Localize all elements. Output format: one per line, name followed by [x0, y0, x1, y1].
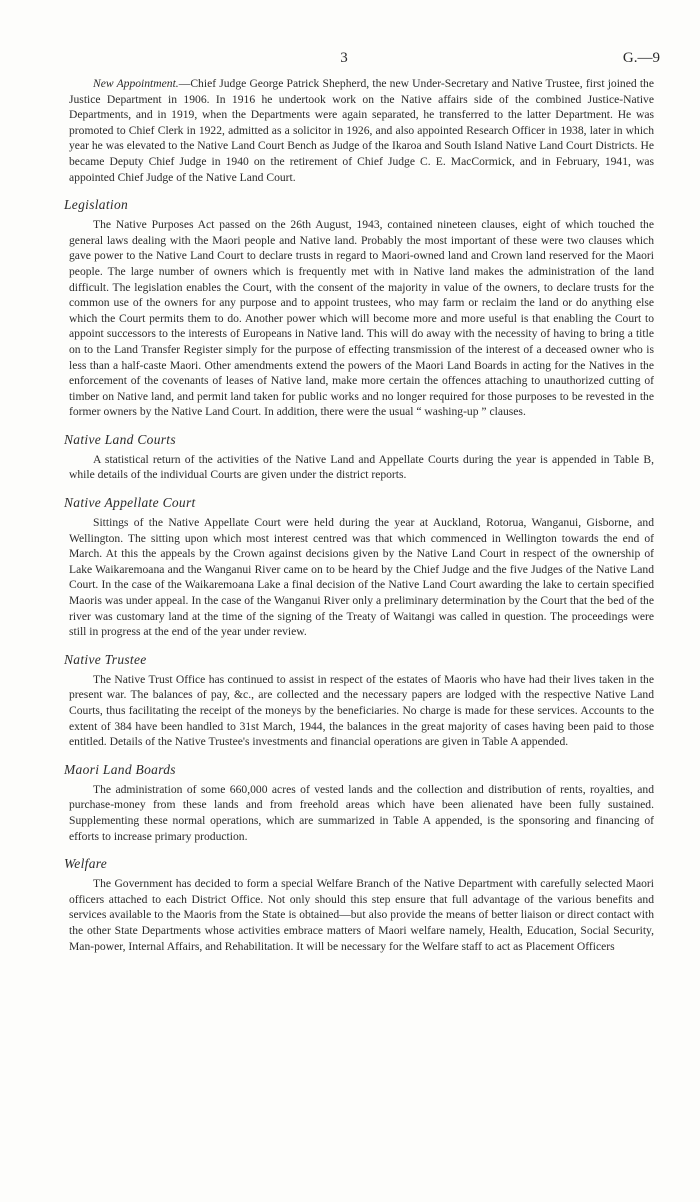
section-heading-welfare: Welfare — [64, 856, 108, 872]
section-text-native-appellate-court: Sittings of the Native Appellate Court were held during the year at Auckland, Rotorua, Wanganui, Gisborne, and Wellington. The sitting upon which most interest centred was that which commenced in Wellington towards the end of March. At this the appeals by the Crown against decisions given by the Native Land Court in respect of the ownership of Lake Waikaremoana and the Wanganui River came on to be heard by the Chief Judge and the five Judges of the Native Land Court. In the case of the Waikaremoana Lake a final decision of the Native Land Court awarding the lake to certain specified Maoris was under appeal. In the case of the Wanganui River only a preliminary determination by the Court that the bed of the river was customary land at the time of the signing of the Treaty of Waitangi was called in question. The proceedings were still in progress at the end of the year under review. — [69, 516, 654, 639]
section-heading-maori-land-boards: Maori Land Boards — [64, 761, 176, 777]
section-heading-legislation: Legislation — [64, 197, 129, 213]
section-heading-native-trustee: Native Trustee — [64, 651, 147, 667]
section-text-legislation: The Native Purposes Act passed on the 26th August, 1943, contained nineteen clauses, eight of which touched the general laws dealing with the Maori people and Native land. Probably the most important of these were two clauses which gave power to the Native Land Court to declare trusts in regard to Maori-owned land and Crown land reserved for the Maori people. The large number of owners which is frequently met with in Native land makes the administration of the land difficult. The legislation enables the Court, with the consent of the majority in value of the owners, to declare trusts for the common use of the owners for any purpose and to appoint trustees, who may farm or reclaim the land or do anything else which the Court permits them to do. Another power which will become more and more useful is that enabling the Court to appoint successors to the interests of Europeans in Native land. This will do away with the necessity of having to bring a title on to the Land Transfer Register simply for the purpose of effecting transmission of the interest of a deceased owner who is less than a half-caste Maori. Other amendments extend the powers of the Maori Land Boards in acting for the Natives in the enforcement of the covenants of leases of Native land, make more certain the offences attaching to unauthorized cutting of timber on Native land, and permit land taken for public works and no longer required for those purposes to be revested in the former owners by the Native Land Court. In addition, there were the usual “ washing-up ” clauses. — [69, 218, 654, 419]
page-body — [64, 76, 655, 954]
document-reference: G.—9 — [622, 50, 660, 66]
intro-heading: New Appointment. — [93, 77, 179, 90]
section-text-maori-land-boards: The administration of some 660,000 acres of vested lands and the collection and distribution of rents, royalties, and purchase-money from these lands and from freehold areas which have been alienated have been fully sustained. Supplementing these normal operations, which are summarized in Table A appended, is the sponsoring and financing of efforts to increase primary production. — [69, 782, 654, 843]
section-heading-native-appellate-court: Native Appellate Court — [64, 495, 196, 511]
section-text-welfare: The Government has decided to form a special Welfare Branch of the Native Department with carefully selected Maori officers attached to each District Office. Not only should this step ensure that full advantage of the various benefits and services available to the Maoris from the State is obtained—but also provide the means of better liaison or direct contact with the other State Departments whose activities embrace matters of Maori welfare namely, Health, Education, Social Security, Man-power, Internal Affairs, and Rehabilitation. It will be necessary for the Welfare staff to act as Placement Officers — [69, 877, 654, 953]
page-number: 3 — [340, 50, 348, 66]
intro-text: —Chief Judge George Patrick Shepherd, the new Under-Secretary and Native Trustee, first joined the Justice Department in 1906. In 1916 he undertook work on the Native affairs side of the combined Justice-Native Departments, and in 1919, when the Departments were again separated, he transferred to the latter Department. He was promoted to Chief Clerk in 1922, admitted as a solicitor in 1926, and also appointed Research Officer in 1938, later in which year he was elevated to the Native Land Court Bench as Judge of the Ikaroa and South Island Native Land Court Districts. He became Deputy Chief Judge in 1940 on the retirement of Chief Judge C. E. MacCormick, and in February, 1941, was appointed Chief Judge of the Native Land Court. — [69, 77, 655, 184]
section-heading-native-land-courts: Native Land Courts — [64, 431, 176, 447]
section-text-native-trustee: The Native Trust Office has continued to assist in respect of the estates of Maoris who have had their lives taken in the present war. The balances of pay, &c., are collected and the necessary papers are lodged with the respective Native Land Courts, thus facilitating the receipt of the moneys by the beneficiaries. No charge is made for these services. Accounts to the extent of 384 have been handled to 31st March, 1944, the balances in the great majority of cases having been paid to those entitled. Details of the Native Trustee's investments and financial operations are given in Table A appended. — [69, 672, 654, 749]
section-text-native-land-courts: A statistical return of the activities of the Native Land and Appellate Courts during the year is appended in Table B, while details of the individual Courts are given under the district reports. — [69, 452, 654, 482]
intro-paragraph — [69, 76, 654, 185]
